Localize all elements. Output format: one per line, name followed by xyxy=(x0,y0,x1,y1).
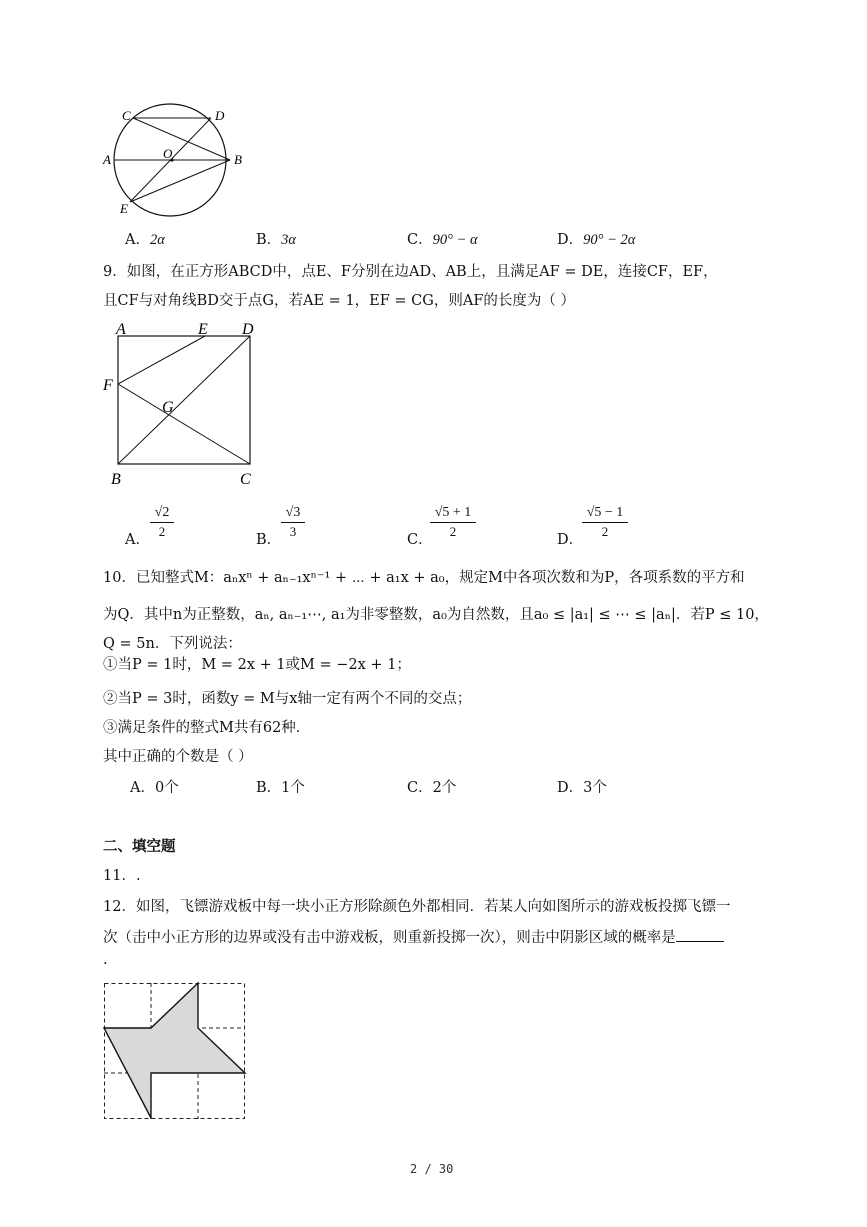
q9-option-c xyxy=(407,528,433,549)
denominator: 2 xyxy=(449,524,457,539)
q10-option-b xyxy=(256,776,305,797)
segment-ef xyxy=(118,336,205,384)
q10-ask: 其中正确的个数是（ ） xyxy=(103,749,253,765)
label-d: D xyxy=(215,108,225,123)
label-a: A xyxy=(116,321,126,338)
q11-text: 11．. xyxy=(103,868,141,884)
q10-statement-3: ③满足条件的整式M共有62种． xyxy=(103,720,311,736)
q9-line2: 且CF与对角线BD交于点G，若AE = 1，EF = CG，则AF的长度为（ ） xyxy=(103,293,575,309)
label-e: E xyxy=(198,321,208,338)
section-title: 二、填空题 xyxy=(103,838,176,855)
q10-option-c xyxy=(407,776,456,797)
q10-statement-1: ①当P = 1时，M = 2x + 1或M = −2x + 1； xyxy=(103,657,411,673)
option-letter: C． xyxy=(407,532,433,548)
q10-option-d xyxy=(557,776,607,797)
q8-option-c xyxy=(407,228,478,249)
option-value: 3个 xyxy=(583,780,607,796)
option-letter: D． xyxy=(557,780,584,796)
label-e: E xyxy=(120,201,128,216)
q10-line2: 为Q．其中n为正整数，aₙ, aₙ₋₁⋯, a₁为非零整数，a₀为自然数，且a₀ ≤ |a₁| ≤ ⋯ ≤ |aₙ|．若P ≤ 10， xyxy=(103,607,769,623)
q12-line2 xyxy=(103,926,724,947)
segment-cf xyxy=(118,384,250,464)
shaded-region xyxy=(104,983,245,1118)
option-value: 1个 xyxy=(281,780,305,796)
option-letter: A． xyxy=(130,780,155,796)
option-letter: C． xyxy=(407,232,433,248)
q9-option-b xyxy=(256,528,281,549)
q10-line1: 10．已知整式M：aₙxⁿ + aₙ₋₁xⁿ⁻¹ + ⋯ + a₁x + a₀，规定M中各项次数和为P，各项系数的平方和 xyxy=(103,570,745,586)
label-g: G xyxy=(162,399,174,416)
option-letter: D． xyxy=(557,232,584,248)
q9-square-figure xyxy=(100,318,265,490)
numerator: √2 xyxy=(154,505,170,520)
option-letter: D． xyxy=(557,532,584,548)
option-value: 90° − 2α xyxy=(583,232,636,248)
option-value: 2个 xyxy=(432,780,457,796)
q12-dartboard-figure xyxy=(104,983,246,1119)
option-letter: A． xyxy=(125,232,150,248)
q8-option-d xyxy=(557,228,635,249)
q9-option-b-fraction xyxy=(281,505,305,540)
option-value: 3α xyxy=(281,232,297,248)
numerator: √5 − 1 xyxy=(586,505,624,520)
q9-option-a-fraction xyxy=(150,505,174,540)
option-letter: B． xyxy=(256,232,282,248)
option-letter: C． xyxy=(407,780,433,796)
q12-line2-text: 次（击中小正方形的边界或没有击中游戏板，则重新投掷一次），则击中阴影区域的概率是 xyxy=(103,930,676,946)
q10-line3: Q = 5n．下列说法： xyxy=(103,636,242,652)
q9-line1: 9．如图，在正方形ABCD中，点E、F分别在边AD、AB上，且满足AF = DE，连接CF，EF， xyxy=(103,264,718,280)
label-a: A xyxy=(103,152,111,167)
denominator: 2 xyxy=(158,524,166,539)
label-d: D xyxy=(242,321,254,338)
q10-statement-2: ②当P = 3时，函数y = M与x轴一定有两个不同的交点； xyxy=(103,691,472,707)
denominator: 3 xyxy=(289,524,297,539)
chord-eb xyxy=(130,160,230,202)
option-letter: B． xyxy=(256,532,282,548)
label-o: O xyxy=(163,146,173,161)
option-letter: A． xyxy=(125,532,150,548)
q8-option-a xyxy=(125,228,165,249)
q9-option-a xyxy=(125,528,150,549)
label-b: B xyxy=(234,152,242,167)
diagonal-bd xyxy=(118,336,250,464)
chord-cb xyxy=(133,118,230,160)
label-c: C xyxy=(240,471,251,488)
answer-blank[interactable] xyxy=(676,929,724,942)
numerator: √5 + 1 xyxy=(434,505,472,520)
q8-option-b xyxy=(256,228,296,249)
q8-circle-figure xyxy=(100,105,260,225)
option-value: 0个 xyxy=(154,780,179,796)
denominator: 2 xyxy=(601,524,609,539)
label-b: B xyxy=(111,471,121,488)
q9-option-d-fraction xyxy=(582,505,628,540)
page-number: 2 / 30 xyxy=(410,1162,454,1176)
numerator: √3 xyxy=(285,505,301,520)
option-value: 90° − α xyxy=(432,232,478,248)
label-c: C xyxy=(122,108,131,123)
q12-line1: 12．如图，飞镖游戏板中每一块小正方形除颜色外都相同．若某人向如图所示的游戏板投掷飞镖一 xyxy=(103,899,731,915)
q10-option-a xyxy=(130,776,179,797)
q9-option-c-fraction xyxy=(430,505,476,540)
q12-line3: . xyxy=(103,952,108,968)
option-value: 2α xyxy=(149,232,165,248)
q9-option-d xyxy=(557,528,583,549)
label-f: F xyxy=(103,377,113,394)
option-letter: B． xyxy=(256,780,282,796)
